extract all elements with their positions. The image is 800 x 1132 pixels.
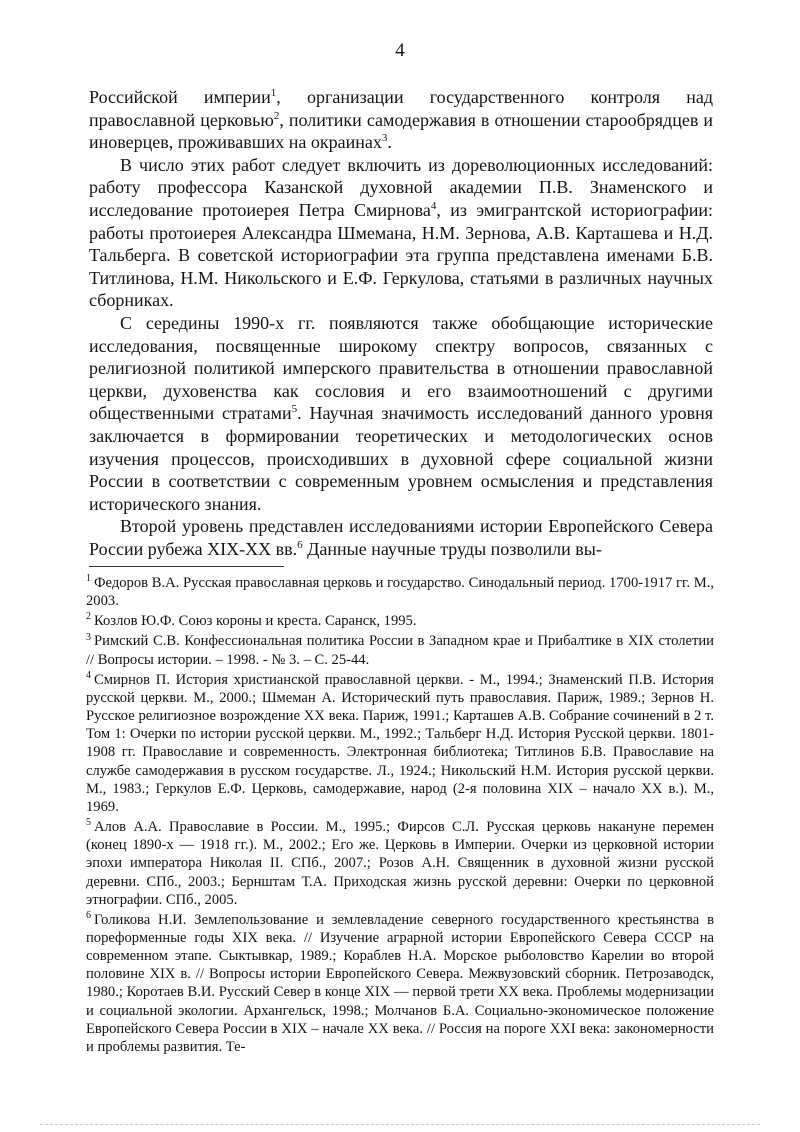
footnote-text: Алов А.А. Православие в России. М., 1995.; Фирсов С.Л. Русская церковь накануне перемен (конец 1890-х — 1918 гг.). М., 2002.; Его же. Церковь в Империи. Очерки из церковной истории эпохи императора Николая II. СПб., 2007.; Розов А.Н. Священник в духовной жизни русской деревни. СПб., 2003.; Бернштам Т.А. Приходская жизнь русской деревни: Очерки по церковной этнографии. СПб., 2005. [86,819,714,908]
paragraph-4 [89,515,713,560]
paragraph-text: , организации государственного контроля над православной церковью [89,87,713,130]
footnote-number: 2 [86,611,91,623]
footnote-number: 6 [86,909,91,921]
footnote-2 [86,612,714,630]
footnote-text: Козлов Ю.Ф. Союз короны и креста. Саранск, 1995. [94,613,417,630]
footnote-number: 3 [86,631,91,643]
page-number: 4 [395,40,405,61]
footnote-number: 4 [86,669,91,681]
paragraph-text: , политики самодержавия в отношении старообрядцев и иноверцев, проживавших на окраинах [89,109,714,153]
footnote-number: 1 [86,573,91,585]
paragraph-text: В число этих работ следует включить из дореволюционных исследований: работу профессора Казанской духовной академии П.В. Знаменского и исследование протоиерея Петра Смирнова [89,154,713,220]
footnote-3 [86,632,714,668]
footnote-4 [86,671,714,816]
footnote-ref-5[interactable]: 5 [291,403,298,416]
paragraph-text: , из эмигрантской историографии: работы протоиерея Александра Шмемана, Н.М. Зернова, А.В. Карташева и Н.Д. Тальберга. В советской историографии эта группа представлена именами Б.В. Титлинова, Н.М. Никольского и Е.Ф. Геркулова, статьями в различных научных сборниках. [89,199,713,311]
footnote-6 [86,911,714,1056]
paragraph-text: Российской империи [89,87,271,107]
footnote-5 [86,818,714,909]
footnote-text: Голикова Н.И. Землепользование и землевладение северного государственного крестьянства в пореформенные годы XIX века. // Изучение аграрной истории Европейского Севера СССР на современном этапе. Сыктывкар, 1989.; Кораблев Н.А. Морское рыболовство Карелии во второй половине XIX в. // Вопросы истории Европейского Севера. Межвузовский сборник. Петрозаводск, 1980.; Коротаев В.И. Русский Север в конце XIX — первой трети XX века. Проблемы модернизации и социальной экологии. Архангельск, 1998.; Молчанов Б.А. Социально-экономическое положение Европейского Севера России в XIX – начале XX века. // Россия на пороге XXI века: закономерности и проблемы развития. Те- [86,911,714,1055]
footnotes [86,574,714,1058]
footnote-text: Римский С.В. Конфессиональная политика России в Западном крае и Прибалтике в XIX столетии // Вопросы истории. – 1998. - № 3. – С. 25-44. [86,633,714,668]
footnote-separator [89,566,284,567]
paragraph-text: Данные научные труды позволили вы- [302,538,602,559]
paragraph-text: . [387,132,392,153]
footnote-1 [86,574,714,610]
footnote-ref-6[interactable]: 6 [297,538,303,551]
footnote-ref-2[interactable]: 2 [273,109,280,122]
footnote-ref-3[interactable]: 3 [381,132,388,145]
body-text [89,86,713,560]
footnote-ref-4[interactable]: 4 [430,199,437,212]
paragraph-text: С середины 1990-х гг. появляются также обобщающие исторические исследования, посвященные широкому спектру вопросов, связанных с религиозной политикой имперского правительства в отношении православной церкви, духовенства как сословия и его взаимоотношений с другими общественными стратами [89,312,713,424]
scan-edge-divider [40,1124,760,1128]
paragraph-1 [89,86,713,154]
footnote-text: Смирнов П. История христианской православной церкви. - М., 1994.; Знаменский П.В. История русской церкви. М., 2000.; Шмеман А. Исторический путь православия. Париж, 1989.; Зернов Н. Русское религиозное возрождение XX века. Париж, 1991.; Карташев А.В. Собрание сочинений в 2 т. Том 1: Очерки по истории русской церкви. М., 1992.; Тальберг Н.Д. История Русской церкви. 1801-1908 гг. Православие и современность. Электронная библиотека; Титлинов Б.В. Православие на службе самодержавия в русском государстве. Л., 1924.; Никольский Н.М. История русской церкви. М., 1983.; Геркулов Е.Ф. Церковь, самодержавие, народ (2-я половина XIX – начало XX в.). М., 1969. [86,671,714,815]
paragraph-text: . Научная значимость исследований данного уровня заключается в формировании теоретических и методологических основ изучения процессов, происходивших в духовной сфере социальной жизни России в соответствии с современным уровнем осмысления и представления исторического знания. [89,403,713,514]
paragraph-2 [89,154,713,312]
paragraph-text: Второй уровень представлен исследованиями истории Европейского Севера России рубежа XIX-XX вв. [89,516,713,559]
footnote-ref-1[interactable]: 1 [270,87,277,99]
paragraph-3 [89,312,713,515]
footnote-number: 5 [86,817,91,829]
footnote-text: Федоров В.А. Русская православная церковь и государство. Синодальный период. 1700-1917 гг. М., 2003. [86,575,714,610]
